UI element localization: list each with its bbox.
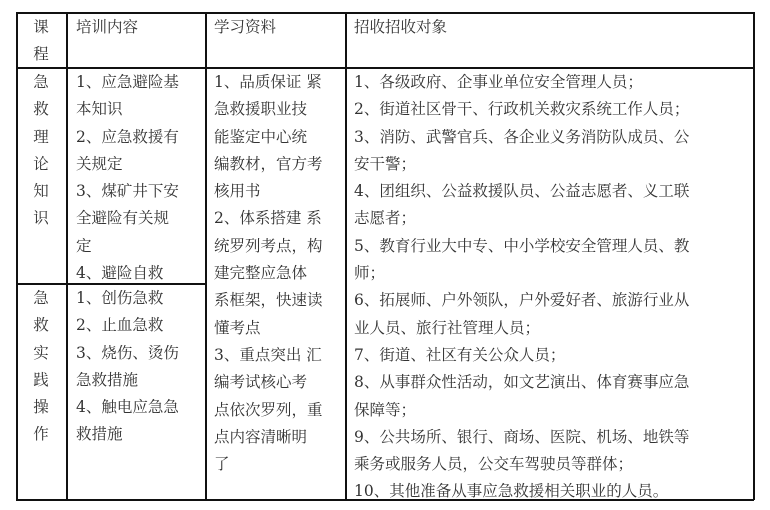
materials-line: 编教材，官方考 <box>214 154 323 173</box>
header-materials-text: 学习资料 <box>214 18 277 36</box>
audience-line: 4、团组织、公益救援队员、公益志愿者、义工联 <box>354 182 690 201</box>
audience-line: 6、拓展师、户外领队，户外爱好者、旅游行业从 <box>354 291 690 310</box>
header-course <box>31 14 51 68</box>
materials-line: 核用书 <box>214 182 261 201</box>
content-line: 4、触电应急急 <box>76 398 179 417</box>
training-table <box>16 12 754 500</box>
audience-line: 3、消防、武警官兵、各企业义务消防队成员、公 <box>354 127 690 146</box>
materials-line: 点依次罗列，重 <box>214 400 323 419</box>
content-practice <box>76 285 179 449</box>
materials-line: 建完整应急体 <box>214 264 308 283</box>
audience-line: 5、教育行业大中专、中小学校安全管理人员、教 <box>354 236 690 255</box>
materials-line: 懂考点 <box>214 318 261 337</box>
materials-line: 能鉴定中心统 <box>214 127 308 146</box>
content-line: 2、止血急救 <box>76 316 164 335</box>
course-practice <box>31 285 51 449</box>
col-divider-2 <box>205 12 207 500</box>
audience-line: 师； <box>354 264 386 283</box>
border-right <box>753 12 755 500</box>
course-char: 理 <box>33 127 49 146</box>
course-char: 作 <box>33 425 49 444</box>
materials-line: 急救援职业技 <box>214 100 308 119</box>
materials-line: 了 <box>214 455 230 474</box>
content-line: 3、烧伤、烫伤 <box>76 343 179 362</box>
materials-line: 1、品质保证 紧 <box>214 73 322 91</box>
course-theory <box>31 69 51 233</box>
course-char: 救 <box>33 100 49 119</box>
content-line: 急救措施 <box>76 370 139 389</box>
course-char: 识 <box>33 209 49 228</box>
audience-line: 10、其他准备从事应急救援相关职业的人员。 <box>354 482 669 501</box>
audience-line: 1、各级政府、企事业单位安全管理人员； <box>354 73 643 91</box>
header-audience-text: 招收招收对象 <box>354 18 448 36</box>
col-divider-1 <box>66 12 68 500</box>
course-char: 论 <box>33 154 49 173</box>
audience-line: 志愿者； <box>354 209 417 228</box>
course-char: 急 <box>33 73 49 91</box>
content-line: 本知识 <box>76 100 123 119</box>
header-course-text: 课程 <box>33 18 49 63</box>
header-content-text: 培训内容 <box>76 18 139 36</box>
materials-line: 点内容清晰明 <box>214 427 308 446</box>
materials-cell <box>214 69 323 478</box>
audience-line: 8、从事群众性活动，如文艺演出、体育赛事应急 <box>354 373 690 392</box>
audience-line: 乘务或服务人员，公交车驾驶员等群体； <box>354 455 634 474</box>
content-line: 4、避险自救 <box>76 264 164 283</box>
content-line: 1、应急避险基 <box>76 73 179 91</box>
course-char: 实 <box>33 343 49 362</box>
materials-line: 2、体系搭建 系 <box>214 209 322 228</box>
content-line: 1、创伤急救 <box>76 289 164 307</box>
col-divider-3 <box>345 12 347 500</box>
audience-line: 保障等； <box>354 400 417 419</box>
content-line: 关规定 <box>76 154 123 173</box>
course-char: 急 <box>33 289 49 307</box>
audience-line: 9、公共场所、银行、商场、医院、机场、地铁等 <box>354 427 690 446</box>
header-materials <box>214 14 276 41</box>
course-char: 践 <box>33 370 49 389</box>
materials-line: 统罗列考点，构 <box>214 236 323 255</box>
audience-line: 安干警； <box>354 154 417 173</box>
audience-line: 业人员、旅行社管理人员； <box>354 318 541 337</box>
course-char: 知 <box>33 182 49 201</box>
content-line: 2、应急救援有 <box>76 127 179 146</box>
content-line: 全避险有关规 <box>76 209 170 228</box>
audience-cell <box>354 69 689 506</box>
border-left <box>16 12 18 500</box>
audience-line: 7、街道、社区有关公众人员； <box>354 345 566 364</box>
content-line: 定 <box>76 236 92 255</box>
audience-line: 2、街道社区骨干、行政机关救灾系统工作人员； <box>354 100 690 119</box>
materials-line: 系框架，快速读 <box>214 291 323 310</box>
content-line: 救措施 <box>76 425 123 444</box>
content-line: 3、煤矿井下安 <box>76 182 179 201</box>
materials-line: 3、重点突出 汇 <box>214 345 322 364</box>
course-char: 救 <box>33 316 49 335</box>
course-char: 操 <box>33 398 49 417</box>
materials-line: 编考试核心考 <box>214 373 308 392</box>
header-content <box>76 14 138 41</box>
header-audience <box>354 14 447 41</box>
content-theory <box>76 69 179 287</box>
